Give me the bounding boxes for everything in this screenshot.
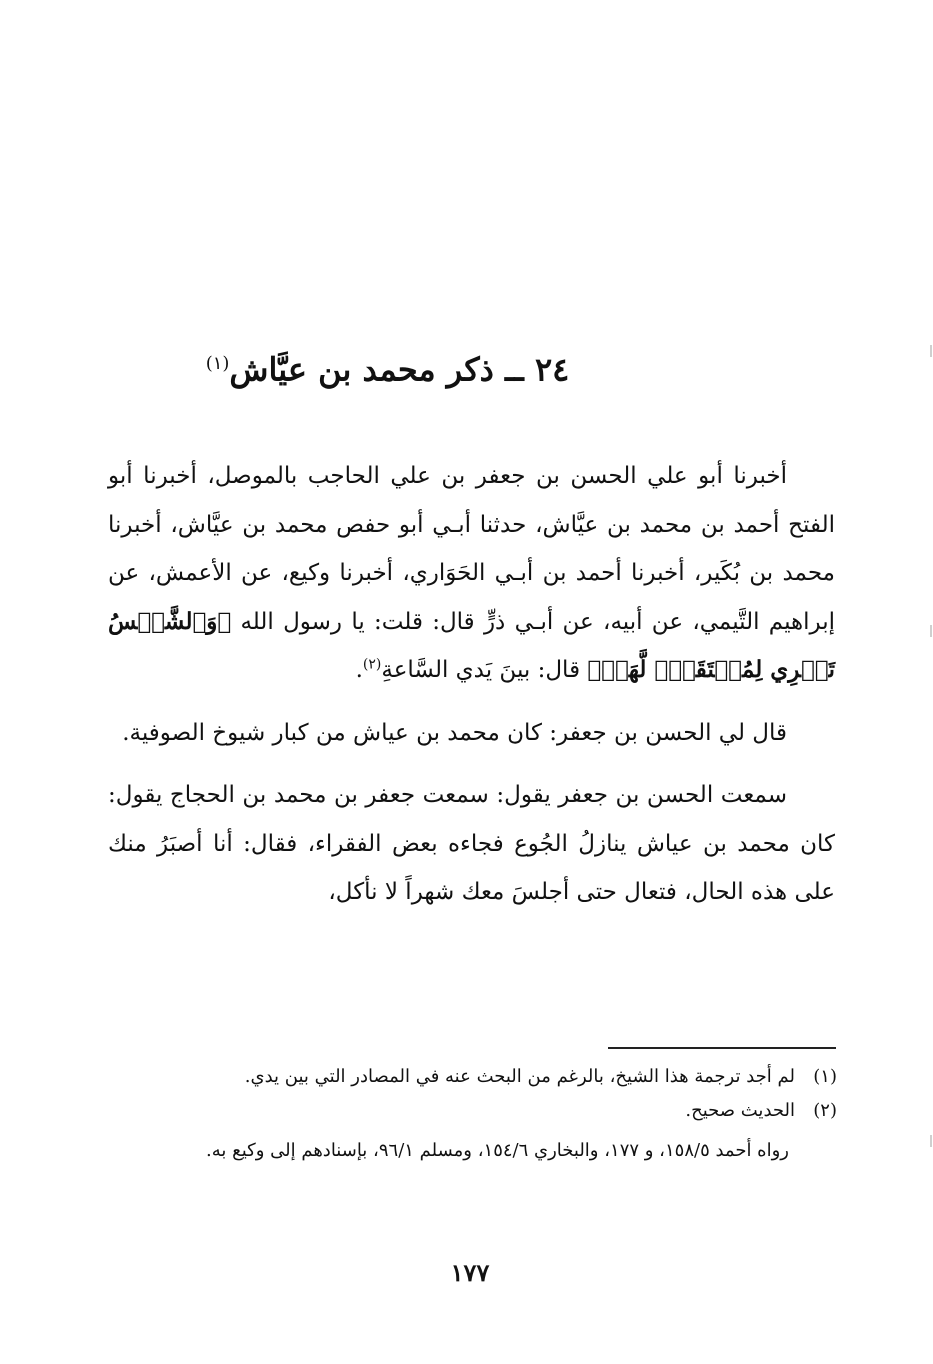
paragraph-end: . <box>355 657 363 683</box>
footnote-separator <box>608 1047 836 1049</box>
scan-edge-mark <box>930 1135 932 1147</box>
main-text <box>108 452 835 917</box>
title-footnote-ref[interactable]: (١) <box>205 353 230 375</box>
footnote-2 <box>112 1094 837 1128</box>
answer-text: قال: بينَ يَدي السَّاعةِ <box>381 657 581 683</box>
quran-verse: ﴿وَٱلشَّمۡسُ تَجۡرِي لِمُسۡتَقَرّٖ لَّهَاۚ﴾ <box>108 607 835 683</box>
paragraph-sufi: قال لي الحسن بن جعفر: كان محمد بن عياش من كبار شيوخ الصوفية. <box>122 719 787 746</box>
footnote-number: (١) <box>813 1066 837 1087</box>
scan-edge-mark <box>930 625 932 637</box>
footnote-1 <box>112 1060 837 1094</box>
paragraph-isnad <box>108 452 835 695</box>
isnad-text: أخبرنا أبو علي الحسن بن جعفر بن علي الحاجب بالموصل، أخبرنا أبو الفتح أحمد بن محمد بن عيَّاش، حدثنا أبـي أبو حفص محمد بن عيَّاش، أخبرنا محمد بن بُكَير، أخبرنا أحمد بن أبـي الحَوَاري، أخبرنا وكيع، عن الأعمش، عن إبراهيم التَّيمي، عن أبيه، عن أبـي ذرٍّ قال: قلت: يا رسول الله <box>108 463 836 635</box>
footnote-text: لم أجد ترجمة هذا الشيخ، بالرغم من البحث عنه في المصادر التي بين يدي. <box>244 1066 795 1087</box>
paragraph-hunger: سمعت الحسن بن جعفر يقول: سمعت جعفر بن محمد بن الحجاج يقول: كان محمد بن عياش ينازلُ الجُوع فجاءه بعض الفقراء، فقال: أنا أصبَرُ منك على هذه الحال، فتعال حتى أجلسَ معك شهراً لا نأكل، <box>108 782 835 905</box>
footnote-2-sources: رواه أحمد ١٥٨/٥، و ١٧٧، والبخاري ١٥٤/٦، ومسلم ٩٦/١، بإسنادهم إلى وكيع به. <box>206 1140 789 1161</box>
footnote-ref-2[interactable]: (٢) <box>362 656 382 673</box>
page-number: ١٧٧ <box>450 1258 490 1287</box>
chapter-title-text: ٢٤ ــ ذكر محمد بن عيَّاش <box>229 351 570 390</box>
scan-edge-mark <box>930 345 932 357</box>
footnote-text: الحديث صحيح. <box>685 1100 795 1121</box>
chapter-title <box>110 339 665 395</box>
footnotes <box>112 1060 837 1170</box>
footnote-number: (٢) <box>813 1100 837 1121</box>
